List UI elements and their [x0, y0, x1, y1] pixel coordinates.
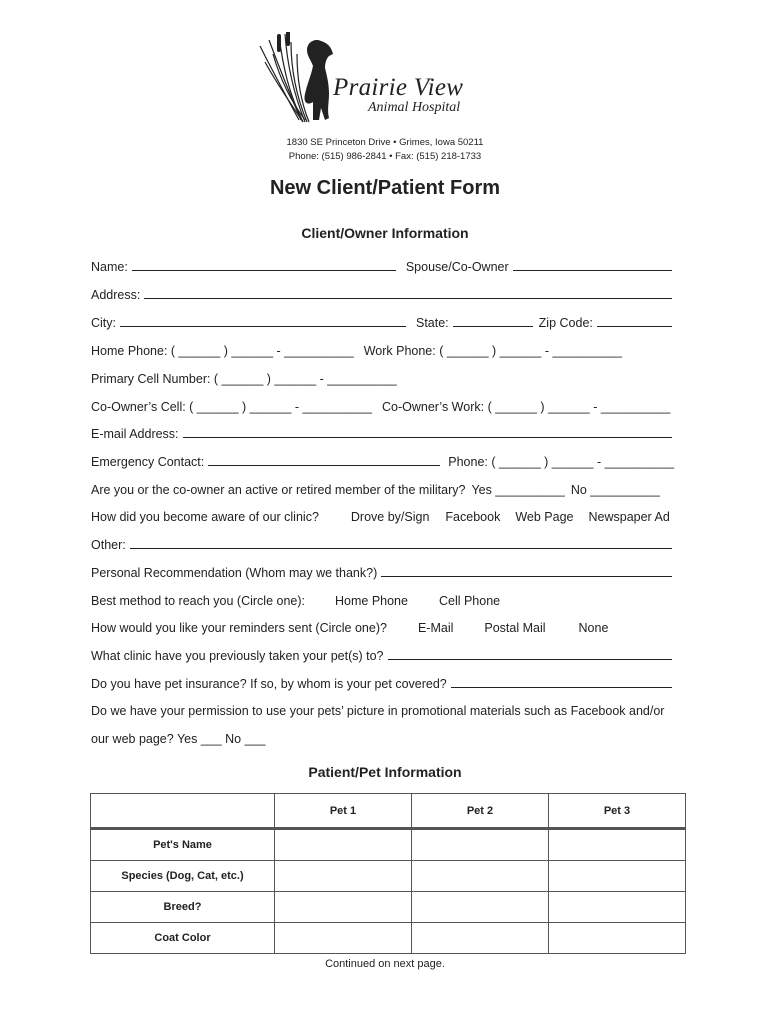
- logo-name: Prairie View: [333, 74, 464, 101]
- pet-info-table: [90, 793, 686, 954]
- work-phone[interactable]: Work Phone: ( ______ ) ______ - __________: [363, 344, 622, 358]
- table-row: [91, 861, 686, 892]
- table-header-row: [91, 794, 686, 829]
- row-label: Coat Color: [91, 923, 275, 954]
- continued-note: Continued on next page.: [325, 958, 445, 970]
- permission-answer[interactable]: our web page? Yes ___ No ___: [91, 732, 266, 746]
- pet-1-cell[interactable]: [275, 923, 412, 954]
- address-label: Address:: [91, 288, 141, 302]
- military-question: Are you or the co-owner an active or retired member of the military?: [91, 483, 466, 497]
- coowner-phones-row: [91, 394, 674, 414]
- spouse-label: Spouse/Co-Owner: [405, 260, 509, 274]
- city-row: [91, 310, 674, 330]
- header-pet-1: Pet 1: [275, 794, 412, 829]
- header-pet-3: Pet 3: [549, 794, 686, 829]
- military-yes[interactable]: Yes __________: [471, 483, 565, 497]
- pet-1-cell[interactable]: [275, 892, 412, 923]
- previous-clinic-label: What clinic have you previously taken your pet(s) to?: [91, 649, 384, 663]
- aware-option-newspaper[interactable]: Newspaper Ad: [588, 510, 670, 524]
- clinic-address: 1830 SE Princeton Drive • Grimes, Iowa 50211: [286, 137, 484, 148]
- spouse-field[interactable]: [513, 256, 672, 271]
- aware-option-facebook[interactable]: Facebook: [445, 510, 501, 524]
- client-section-title: Client/Owner Information: [301, 225, 469, 241]
- other-row: [91, 532, 674, 552]
- pet-3-cell[interactable]: [549, 861, 686, 892]
- recommendation-field[interactable]: [381, 562, 672, 577]
- address-field[interactable]: [144, 284, 672, 299]
- row-label: Pet's Name: [91, 829, 275, 861]
- header-pet-2: Pet 2: [412, 794, 549, 829]
- aware-option-drove[interactable]: Drove by/Sign: [350, 510, 430, 524]
- table-row: [91, 829, 686, 861]
- city-label: City:: [91, 316, 116, 330]
- pet-3-cell[interactable]: [549, 923, 686, 954]
- military-row: [91, 477, 674, 497]
- pet-1-cell[interactable]: [275, 861, 412, 892]
- reach-option-cell[interactable]: Cell Phone: [438, 594, 501, 608]
- reach-row: [91, 588, 674, 608]
- aware-question: How did you become aware of our clinic?: [91, 510, 319, 524]
- reminders-option-email[interactable]: E-Mail: [417, 621, 454, 635]
- permission-row-1: [91, 698, 674, 718]
- name-field[interactable]: [132, 256, 396, 271]
- pet-section-title: Patient/Pet Information: [308, 764, 462, 780]
- previous-clinic-row: [91, 643, 674, 663]
- form-title: New Client/Patient Form: [269, 177, 501, 199]
- pet-2-cell[interactable]: [412, 923, 549, 954]
- home-phone[interactable]: Home Phone: ( ______ ) ______ - __________: [91, 344, 354, 358]
- emergency-row: [91, 449, 674, 469]
- reach-question: Best method to reach you (Circle one):: [91, 594, 305, 608]
- aware-row: [91, 504, 674, 524]
- permission-row-2: [91, 726, 674, 746]
- recommendation-label: Personal Recommendation (Whom may we thank?): [91, 566, 378, 580]
- insurance-field[interactable]: [451, 673, 672, 688]
- row-label: Species (Dog, Cat, etc.): [91, 861, 275, 892]
- emergency-field[interactable]: [208, 451, 440, 466]
- zip-label: Zip Code:: [538, 316, 593, 330]
- email-label: E-mail Address:: [91, 427, 179, 441]
- reminders-option-postal[interactable]: Postal Mail: [484, 621, 546, 635]
- recommendation-row: [91, 560, 674, 580]
- primary-cell[interactable]: Primary Cell Number: ( ______ ) ______ - __________: [91, 372, 397, 386]
- email-row: [91, 421, 674, 441]
- pet-3-cell[interactable]: [549, 892, 686, 923]
- name-row: [91, 254, 674, 274]
- coowner-work[interactable]: Co-Owner’s Work: ( ______ ) ______ - __________: [381, 400, 671, 414]
- pet-1-cell[interactable]: [275, 829, 412, 861]
- city-field[interactable]: [120, 312, 406, 327]
- permission-question: Do we have your permission to use your pets’ picture in promotional materials such as Facebook and/or: [91, 704, 665, 718]
- clinic-phones: Phone: (515) 986-2841 • Fax: (515) 218-1733: [288, 151, 482, 162]
- logo-subtitle: Animal Hospital: [368, 100, 461, 115]
- other-field[interactable]: [130, 534, 672, 549]
- name-label: Name:: [91, 260, 128, 274]
- pet-2-cell[interactable]: [412, 829, 549, 861]
- military-no[interactable]: No __________: [570, 483, 660, 497]
- header-blank: [91, 794, 275, 829]
- pet-2-cell[interactable]: [412, 861, 549, 892]
- previous-clinic-field[interactable]: [388, 645, 673, 660]
- state-label: State:: [416, 316, 449, 330]
- reach-option-home[interactable]: Home Phone: [335, 594, 408, 608]
- other-label: Other:: [91, 538, 126, 552]
- insurance-row: [91, 671, 674, 691]
- row-label: Breed?: [91, 892, 275, 923]
- table-row: [91, 892, 686, 923]
- phones-row: [91, 338, 674, 358]
- reminders-question: How would you like your reminders sent (Circle one)?: [91, 621, 387, 635]
- coowner-cell[interactable]: Co-Owner’s Cell: ( ______ ) ______ - __________: [91, 400, 372, 414]
- pet-3-cell[interactable]: [549, 829, 686, 861]
- primary-cell-row: [91, 366, 674, 386]
- reminders-row: [91, 615, 674, 635]
- insurance-label: Do you have pet insurance? If so, by whom is your pet covered?: [91, 677, 447, 691]
- emergency-label: Emergency Contact:: [91, 455, 205, 469]
- address-row: [91, 282, 674, 302]
- pet-2-cell[interactable]: [412, 892, 549, 923]
- aware-option-webpage[interactable]: Web Page: [515, 510, 574, 524]
- table-row: [91, 923, 686, 954]
- reminders-option-none[interactable]: None: [578, 621, 609, 635]
- emergency-phone[interactable]: Phone: ( ______ ) ______ - __________: [448, 455, 675, 469]
- state-field[interactable]: [453, 312, 533, 327]
- zip-field[interactable]: [597, 312, 672, 327]
- email-field[interactable]: [183, 423, 672, 438]
